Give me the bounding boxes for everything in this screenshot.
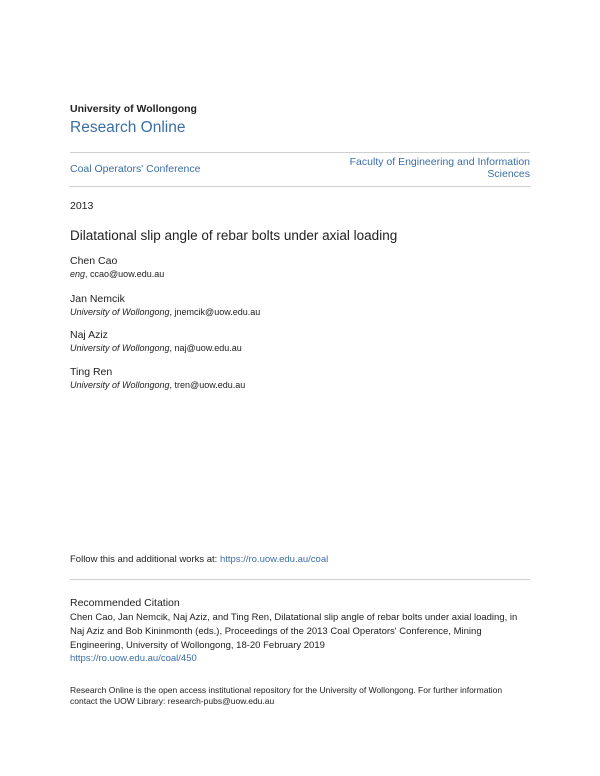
institution-name: University of Wollongong — [70, 103, 197, 115]
citation-line: Naj Aziz and Bob Kininmonth (eds.), Proceedings of the 2013 Coal Operators' Conference, Mining — [70, 626, 482, 637]
author-name: Jan Nemcik — [70, 293, 125, 305]
divider — [70, 152, 530, 153]
year: 2013 — [70, 200, 94, 212]
paper-title: Dilatational slip angle of rebar bolts under axial loading — [70, 228, 398, 243]
faculty-link[interactable]: Faculty of Engineering and Information Sciences — [349, 156, 530, 180]
citation-line: Engineering, University of Wollongong, 18-20 February 2019 — [70, 640, 325, 651]
paper-url-link[interactable]: https://ro.uow.edu.au/coal/450 — [70, 653, 197, 664]
author-affiliation: University of Wollongong — [70, 307, 170, 317]
divider — [70, 186, 530, 187]
follow-text: Follow this and additional works at: — [70, 554, 220, 565]
citation-text — [70, 611, 517, 664]
author-email: , naj@uow.edu.au — [169, 343, 242, 353]
footer-note — [70, 685, 502, 707]
author-block — [70, 366, 245, 390]
author-name: Naj Aziz — [70, 329, 108, 341]
author-affiliation: University of Wollongong — [70, 380, 170, 390]
author-block — [70, 329, 242, 353]
author-block — [70, 255, 164, 279]
citation-heading: Recommended Citation — [70, 597, 180, 609]
collection-url-link[interactable]: https://ro.uow.edu.au/coal — [219, 554, 329, 565]
footer-line: contact the UOW Library: research-pubs@uow.edu.au — [70, 696, 275, 706]
follow-line — [70, 554, 328, 566]
repository-name[interactable]: Research Online — [70, 119, 186, 136]
author-name: Ting Ren — [70, 366, 113, 378]
divider — [70, 579, 530, 580]
author-affiliation: University of Wollongong — [70, 343, 170, 353]
author-affiliation: eng — [70, 269, 86, 279]
author-email: , tren@uow.edu.au — [169, 380, 246, 390]
collection-link[interactable]: Coal Operators' Conference — [70, 163, 201, 175]
citation-line: Chen Cao, Jan Nemcik, Naj Aziz, and Ting Ren, Dilatational slip angle of rebar bolts under axial loading, in — [70, 612, 518, 623]
author-block — [70, 293, 260, 317]
author-email: , ccao@uow.edu.au — [85, 269, 165, 279]
footer-line: Research Online is the open access institutional repository for the University of Wollongong. For further information — [70, 685, 503, 695]
author-email: , jnemcik@uow.edu.au — [169, 307, 261, 317]
author-name: Chen Cao — [70, 255, 118, 267]
